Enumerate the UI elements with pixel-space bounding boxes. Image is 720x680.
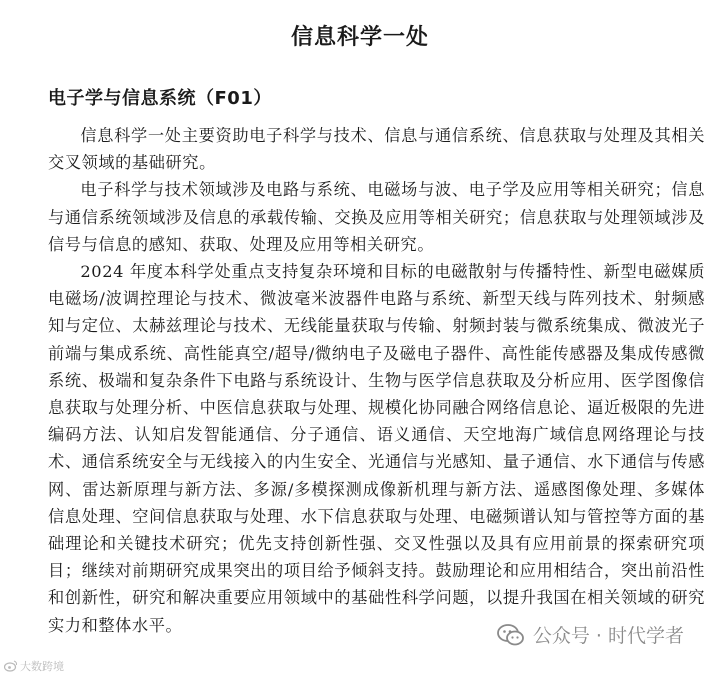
watermark-text: 公众号 · 时代学者 — [532, 625, 684, 647]
section-heading: 电子学与信息系统（F01） — [48, 88, 272, 109]
page-title: 信息科学一处 — [290, 25, 429, 50]
paragraph-2: 电子科学与技术领域涉及电路与系统、电磁场与波、电子学及应用等相关研究；信息与通信系统领域涉及信息的承载传输、交换及应用等相关研究；信息获取与处理领域涉及信号与信息的感知、获取、处理及应用等相关研究。 — [48, 180, 705, 254]
weibo-icon — [4, 660, 18, 672]
corner-watermark — [4, 658, 64, 674]
body-text — [48, 122, 705, 639]
corner-watermark-text: 大数跨境 — [20, 660, 64, 673]
paragraph-3: 2024 年度本科学处重点支持复杂环境和目标的电磁散射与传播特性、新型电磁媒质电磁场/波调控理论与技术、微波毫米波器件电路与系统、新型天线与阵列技术、射频感知与定位、太赫兹理论与技术、无线能量获取与传输、射频封装与微系统集成、微波光子前端与集成系统、高性能真空/超导/微纳电子及磁电子器件、高性能传感器及集成传感微系统、极端和复杂条件下电路与系统设计、生物与医学信息获取及分析应用、医学图像信息获取与处理分析、中医信息获取与处理、规模化协同融合网络信息论、逼近极限的先进编码方法、认知启发智能通信、分子通信、语义通信、天空地海广域信息网络理论与技术、通信系统安全与无线接入的内生安全、光通信与光感知、量子通信、水下通信与传感网、雷达新原理与新方法、多源/多模探测成像新机理与新方法、遥感图像处理、多媒体信息处理、空间信息获取与处理、水下信息获取与处理、电磁频谱认知与管控等方面的基础理论和关键技术研究；优先支持创新性强、交叉性强以及具有应用前景的探索研究项目；继续对前期研究成果突出的项目给予倾斜支持。鼓励理论和应用相结合，突出前沿性和创新性，研究和解决重要应用领域中的基础性科学问题，以提升我国在相关领域的研究实力和整体水平。 — [48, 262, 705, 635]
wechat-icon — [497, 623, 525, 647]
paragraph-1: 信息科学一处主要资助电子科学与技术、信息与通信系统、信息获取与处理及其相关交叉领域的基础研究。 — [48, 126, 705, 173]
wechat-watermark — [493, 619, 688, 650]
